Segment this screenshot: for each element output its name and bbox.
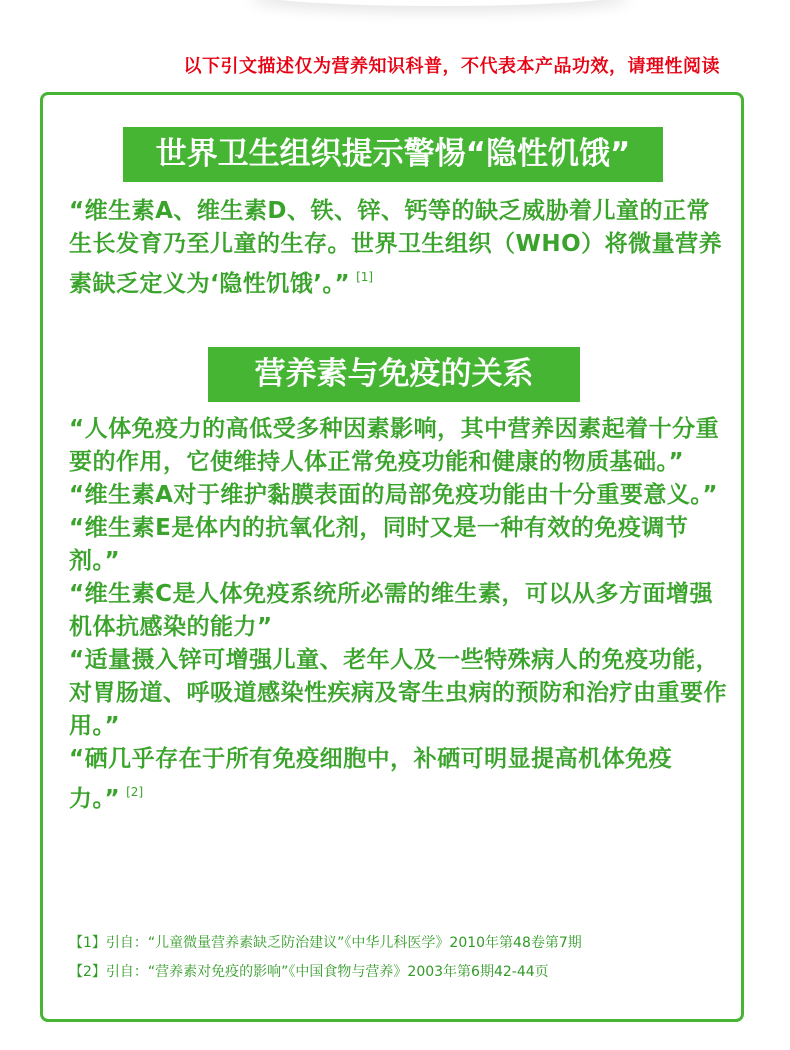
references-list [69, 929, 729, 987]
content-card [40, 92, 744, 1022]
section-title-nutrition-immunity: 营养素与免疫的关系 [208, 347, 580, 402]
quote-paragraph-3: “维生素E是体内的抗氧化剂，同时又是一种有效的免疫调节剂。” [69, 515, 689, 574]
quote-paragraph-6-text: “硒几乎存在于所有免疫细胞中，补硒可明显提高机体免疫力。” [69, 746, 673, 812]
disclaimer-text: 以下引文描述仅为营养知识科普，不代表本产品功效，请理性阅读 [183, 56, 720, 77]
quote-paragraph-2: “维生素A对于维护黏膜表面的局部免疫功能由十分重要意义。” [69, 482, 719, 508]
citation-marker-2: [2] [126, 785, 144, 799]
reference-1: 【1】引自：“儿童微量营养素缺乏防治建议”《中华儿科医学》2010年第48卷第7期 [69, 935, 582, 951]
who-quote-paragraph [69, 195, 727, 301]
reference-2: 【2】引自：“营养素对免疫的影响”《中国食物与营养》2003年第6期42-44页 [69, 964, 549, 980]
quote-paragraph-1: “人体免疫力的高低受多种因素影响，其中营养因素起着十分重要的作用，它使维持人体正常免疫功能和健康的物质基础。” [69, 416, 720, 475]
section-title-hidden-hunger: 世界卫生组织提示警惕“隐性饥饿” [123, 127, 663, 182]
citation-marker-1: [1] [356, 270, 374, 284]
quote-paragraph-6 [69, 743, 727, 816]
quote-paragraph-4: “维生素C是人体免疫系统所必需的维生素，可以从多方面增强机体抗感染的能力” [69, 581, 713, 640]
who-quote-text: “维生素A、维生素D、铁、锌、钙等的缺乏威胁着儿童的正常生长发育乃至儿童的生存。世界卫生组织（WHO）将微量营养素缺乏定义为‘隐性饥饿’。” [69, 198, 723, 297]
nutrition-immunity-quotes [69, 413, 727, 816]
quote-paragraph-5: “适量摄入锌可增强儿童、老年人及一些特殊病人的免疫功能，对胃肠道、呼吸道感染性疾病及寄生虫病的预防和治疗由重要作用。” [69, 647, 727, 739]
top-decoration [250, 0, 630, 6]
